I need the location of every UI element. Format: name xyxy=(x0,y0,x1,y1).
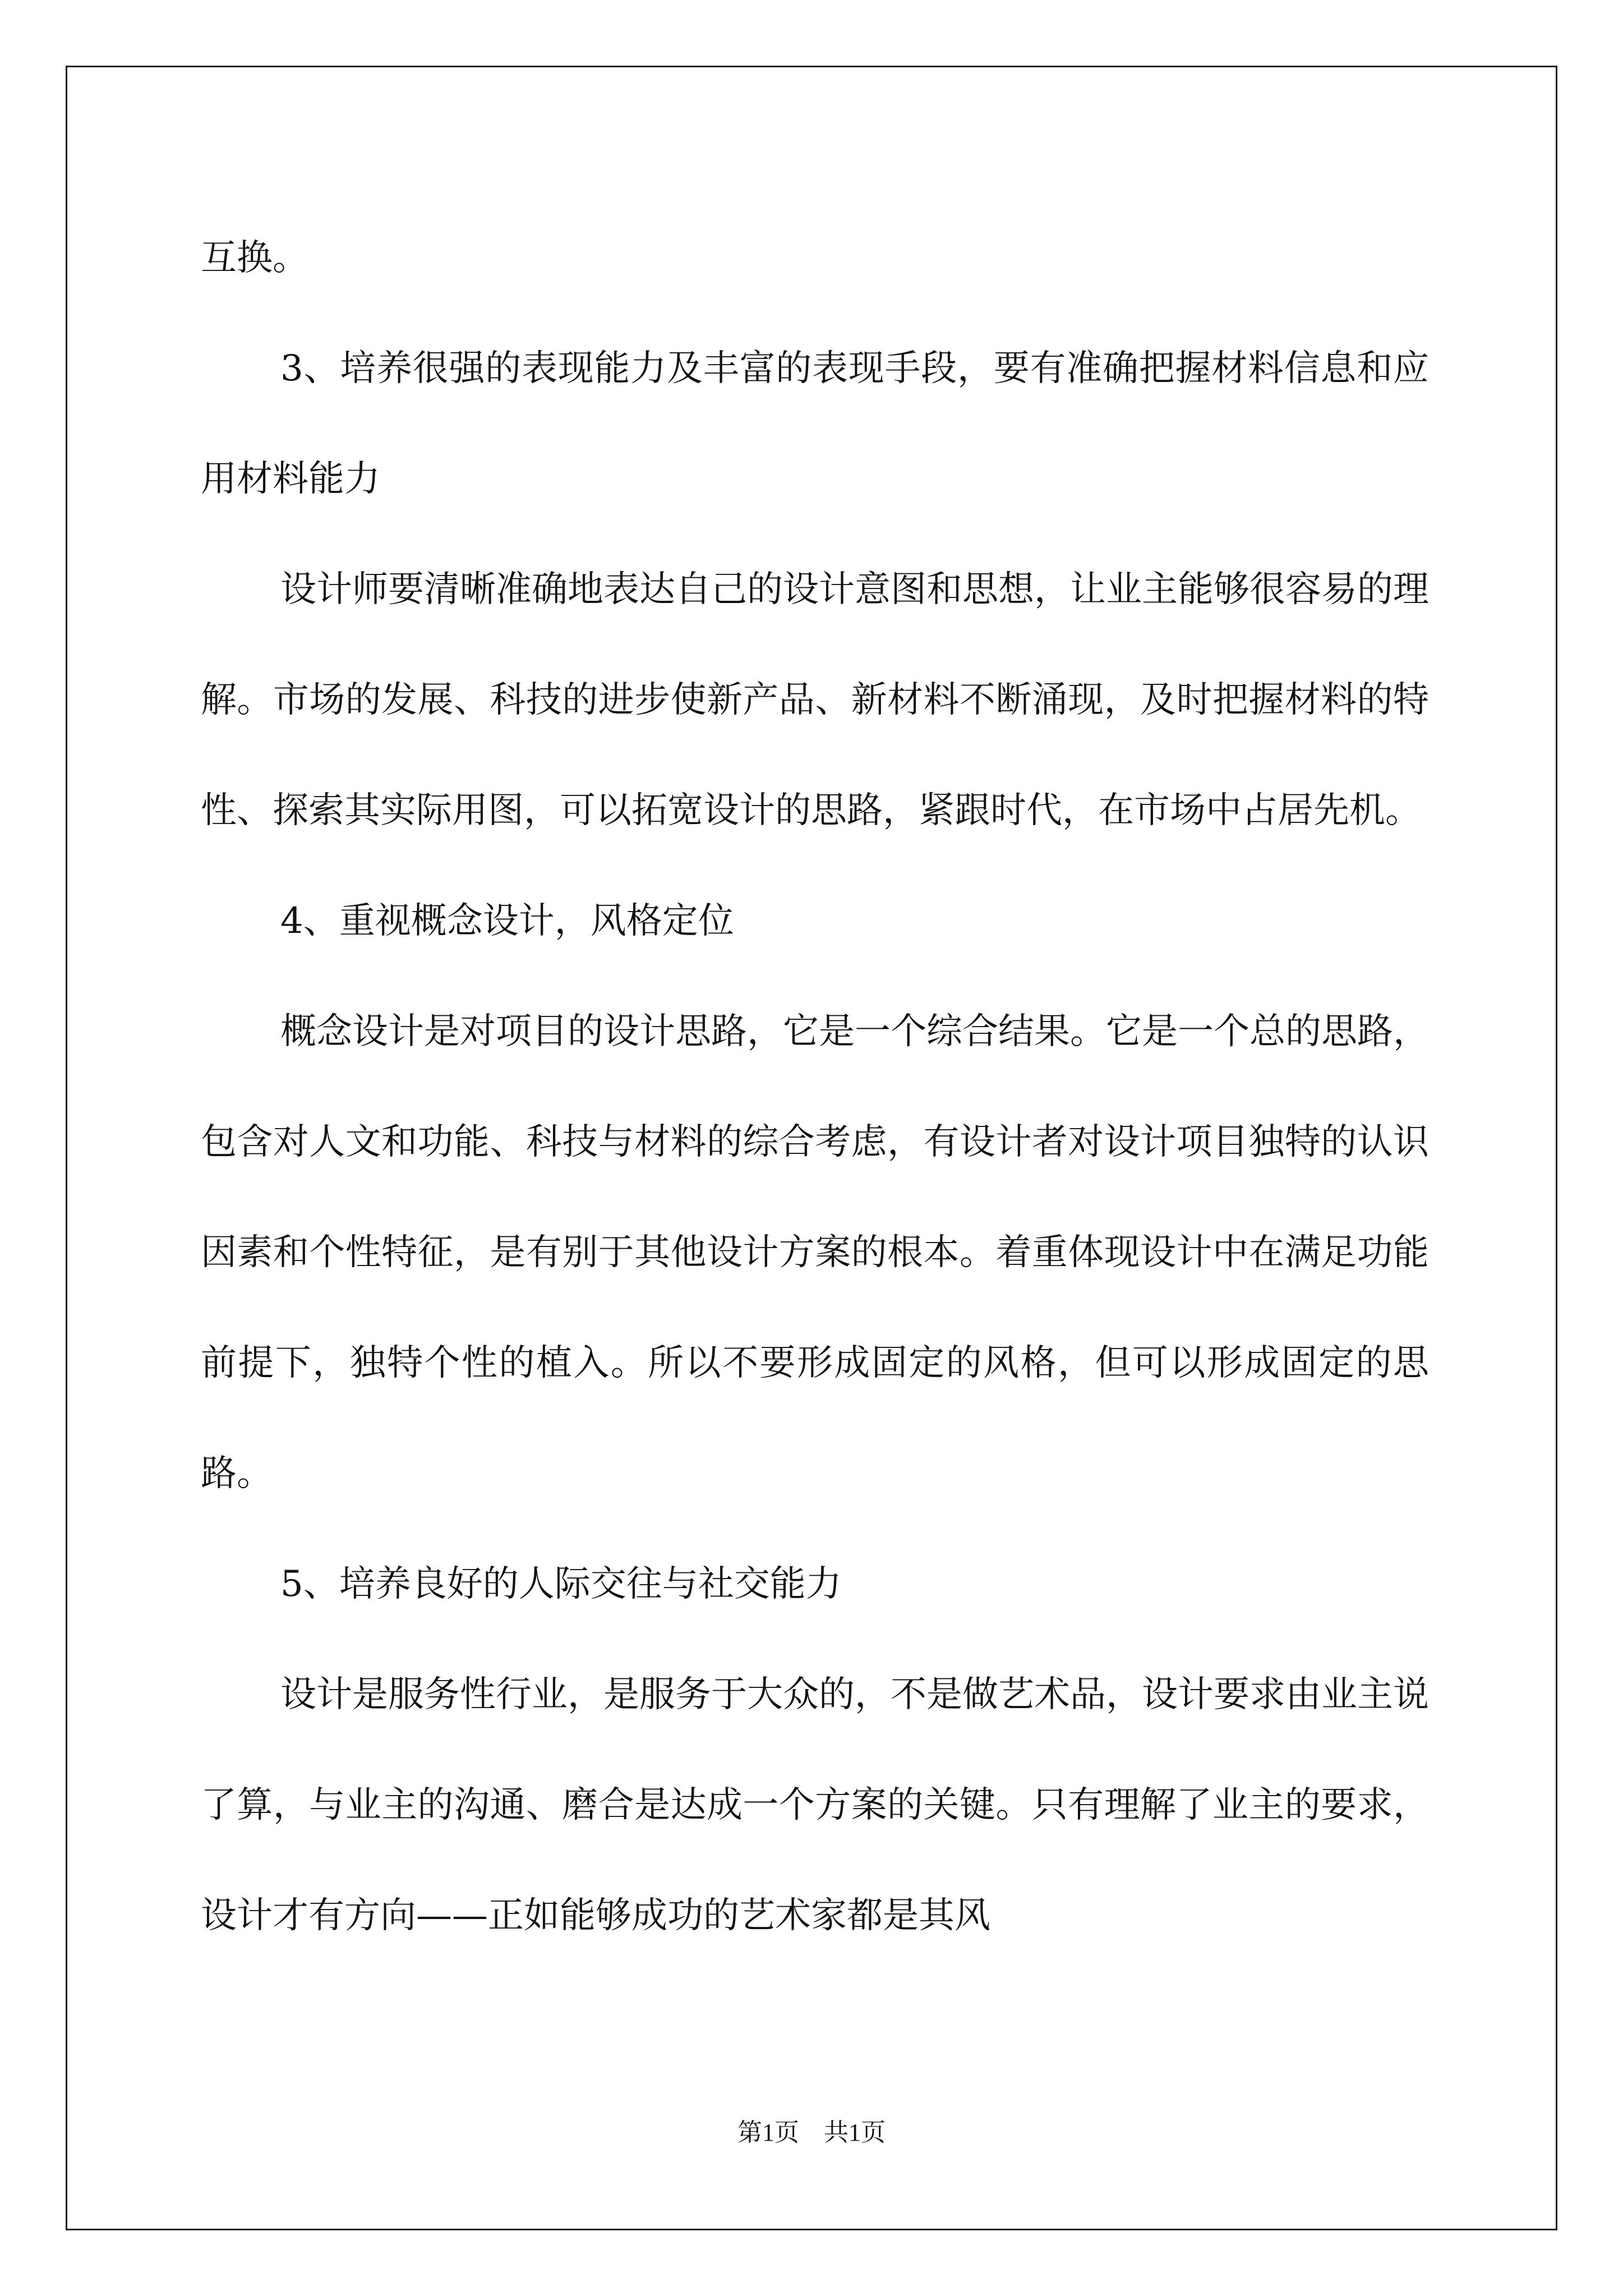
paragraph-heading-3: 3、培养很强的表现能力及丰富的表现手段，要有准确把握材料信息和应用材料能力 xyxy=(201,348,1429,500)
document-body xyxy=(201,203,1429,1971)
page-footer: 第1页 共1页 xyxy=(737,2119,886,2146)
paragraph-heading-4: 4、重视概念设计，风格定位 xyxy=(280,900,734,942)
paragraph-3: 设计师要清晰准确地表达自己的设计意图和思想，让业主能够很容易的理解。市场的发展、科技的进步使新产品、新材料不断涌现，及时把握材料的特性、探索其实际用图，可以拓宽设计的思路，紧跟时代，在市场中占居先机。 xyxy=(201,569,1429,831)
paragraph-heading-5: 5、培养良好的人际交往与社交能力 xyxy=(280,1563,842,1605)
paragraph-7: 设计是服务性行业，是服务于大众的，不是做艺术品，设计要求由业主说了算，与业主的沟通、磨合是达成一个方案的关键。只有理解了业主的要求，设计才有方向——正如能够成功的艺术家都是其风 xyxy=(201,1674,1429,1936)
paragraph-5: 概念设计是对项目的设计思路，它是一个综合结果。它是一个总的思路，包含对人文和功能、科技与材料的综合考虑，有设计者对设计项目独特的认识因素和个性特征，是有别于其他设计方案的根本。着重体现设计中在满足功能前提下，独特个性的植入。所以不要形成固定的风格，但可以形成固定的思路。 xyxy=(201,1011,1429,1494)
paragraph-1: 互换。 xyxy=(201,237,308,279)
